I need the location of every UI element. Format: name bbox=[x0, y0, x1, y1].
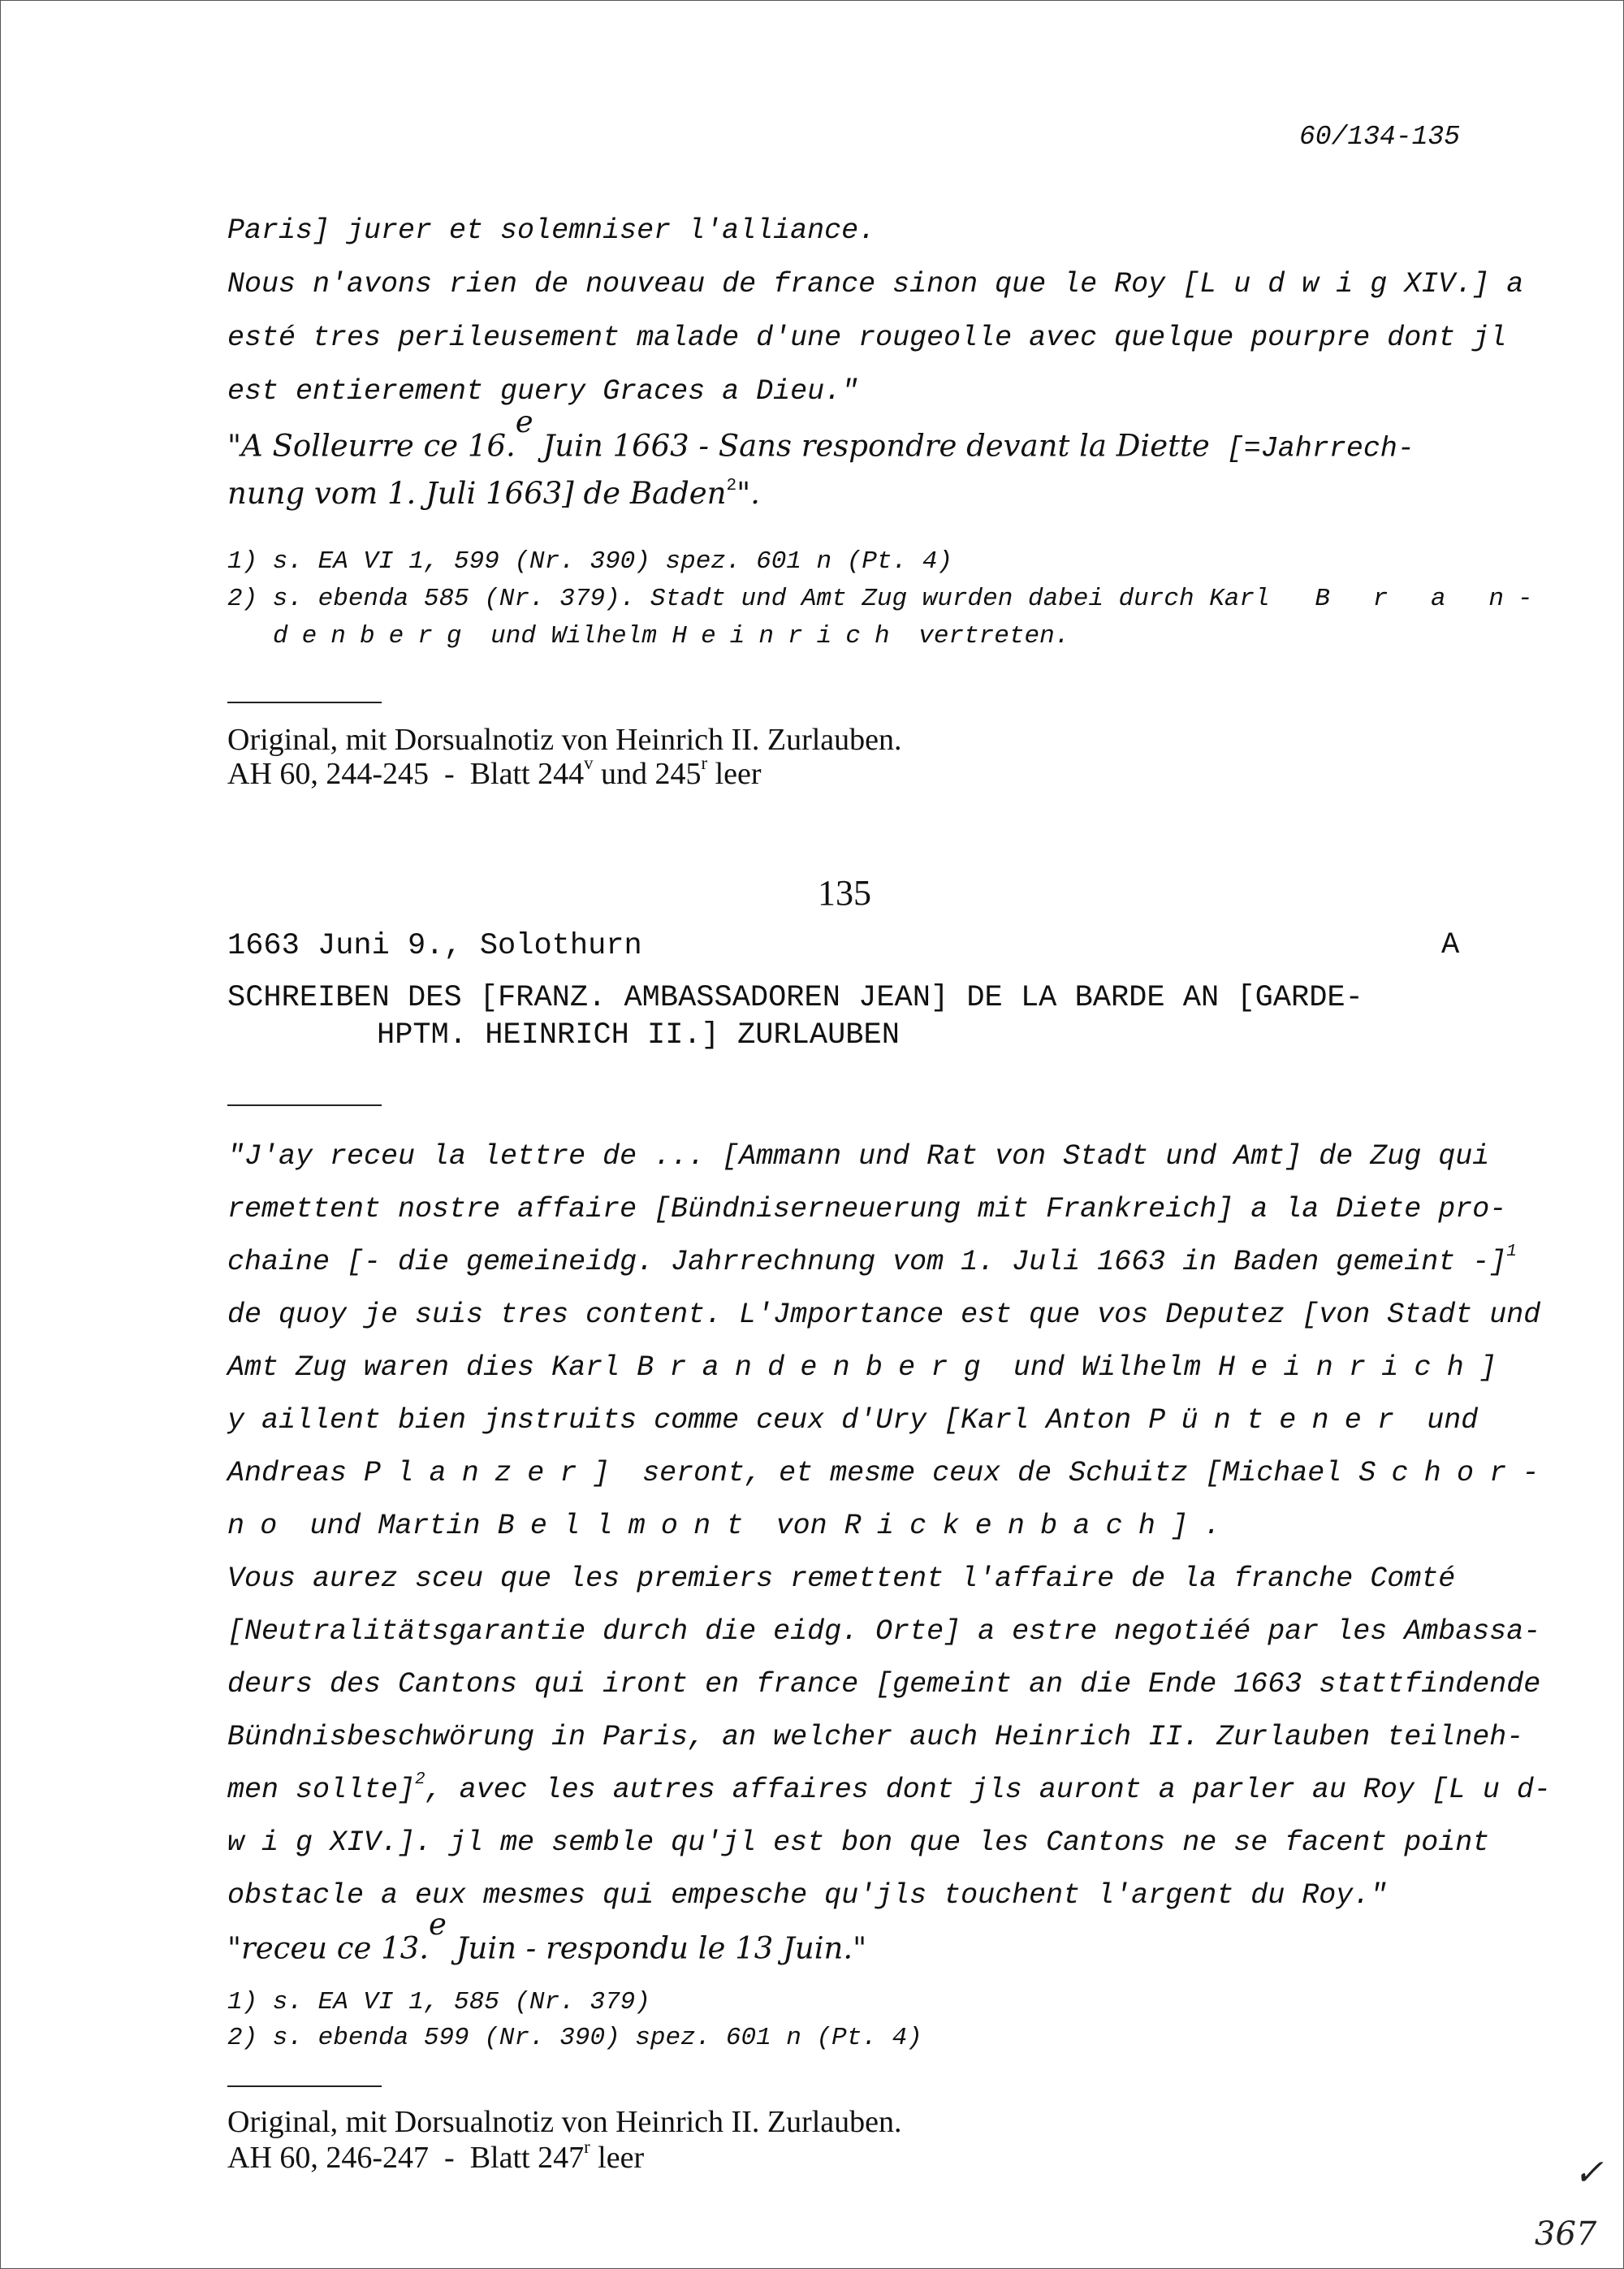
prev-footnote-2-cont: denberg und Wilhelm Heinrich vertreten. bbox=[273, 622, 1070, 650]
body-line: remettent nostre affaire [Bündniserneuerung mit Frankreich] a la Diete pro- bbox=[227, 1193, 1507, 1225]
body-line: chaine [- die gemeineidg. Jahrrechnung vom 1. Juli 1663 in Baden gemeint -]$^1$ bbox=[227, 1243, 1517, 1278]
body-line: no und Martin Bellmont von Rickenbach]. bbox=[227, 1510, 1237, 1542]
separator-rule bbox=[227, 702, 382, 703]
letter-code: A bbox=[1441, 928, 1460, 962]
body-line: y aillent bien jnstruits comme ceux d'Ury [Karl Anton Püntener und bbox=[227, 1404, 1479, 1437]
doc-title-line-2: HPTM. HEINRICH II.] ZURLAUBEN bbox=[377, 1018, 900, 1052]
original-note: Original, mit Dorsualnotiz von Heinrich II. Zurlauben. bbox=[227, 2105, 902, 2139]
body-line: [Neutralitätsgarantie durch die eidg. Orte] a estre negotiéé par les Ambassa- bbox=[227, 1615, 1541, 1648]
page-reference: 60/134-135 bbox=[1299, 122, 1461, 152]
separator-rule bbox=[227, 2085, 382, 2087]
body-line: obstacle a eux mesmes qui empesche qu'jls touchent l'argent du Roy." bbox=[227, 1879, 1388, 1912]
prev-original-note: Original, mit Dorsualnotiz von Heinrich II. Zurlauben. bbox=[227, 723, 902, 757]
body-line: Bündnisbeschwörung in Paris, an welcher auch Heinrich II. Zurlauben teilneh- bbox=[227, 1721, 1524, 1753]
separator-rule bbox=[227, 1104, 382, 1106]
prev-signature-line-2: nung vom 1. Juli 1663] de Baden$^2$". bbox=[227, 476, 760, 511]
signature-line: "receu ce 13.$^e$ Juin - respondu le 13 Juin." bbox=[227, 1907, 867, 1966]
prev-footnote-1: 1) s. EA VI 1, 599 (Nr. 390) spez. 601 n (Pt. 4) bbox=[227, 547, 952, 576]
prev-archive-ref: AH 60, 244-245 - Blatt 244$^v$ und 245$^r$ leer bbox=[227, 752, 762, 791]
footnote-1: 1) s. EA VI 1, 585 (Nr. 379) bbox=[227, 1988, 650, 2016]
body-line: men sollte]$^2$, avec les autres affaires dont jls auront a parler au Roy [L u d- bbox=[227, 1770, 1551, 1806]
body-line: w i g XIV.]. jl me semble qu'jl est bon que les Cantons ne se facent point bbox=[227, 1826, 1490, 1859]
body-line: "J'ay receu la lettre de ... [Ammann und Rat von Stadt und Amt] de Zug qui bbox=[227, 1140, 1490, 1173]
footnote-2: 2) s. ebenda 599 (Nr. 390) spez. 601 n (Pt. 4) bbox=[227, 2024, 922, 2052]
prev-text-line: esté tres perileusement malade d'une rougeolle avec quelque pourpre dont jl bbox=[227, 322, 1507, 354]
prev-footnote-2: 2) s. ebenda 585 (Nr. 379). Stadt und Amt Zug wurden dabei durch Karl B r a n- bbox=[227, 585, 1547, 613]
body-line: deurs des Cantons qui iront en france [gemeint an die Ende 1663 stattfindende bbox=[227, 1668, 1541, 1701]
doc-title-line-1: SCHREIBEN DES [FRANZ. AMBASSADOREN JEAN] DE LA BARDE AN [GARDE- bbox=[227, 981, 1363, 1015]
date-place: 1663 Juni 9., Solothurn bbox=[227, 929, 642, 963]
prev-text-line: Nous n'avons rien de nouveau de france sinon que le Roy [L u d w i g XIV.] a bbox=[227, 268, 1524, 300]
prev-text-line: Paris] jurer et solemniser l'alliance. bbox=[227, 214, 876, 247]
check-mark-icon: ✓ bbox=[1574, 2152, 1604, 2193]
document-number: 135 bbox=[818, 873, 871, 913]
prev-text-line: est entierement guery Graces a Dieu." bbox=[227, 375, 859, 408]
body-line: Andreas Planzer] seront, et mesme ceux de Schuitz [Michael Schor- bbox=[227, 1457, 1555, 1489]
folio-number: 367 bbox=[1535, 2215, 1597, 2253]
prev-signature-line-1: "A Solleurre ce 16.$^e$ Juin 1663 - Sans respondre devant la Diette [=Jahrrech- bbox=[227, 404, 1415, 465]
body-line: Vous aurez sceu que les premiers remettent l'affaire de la franche Comté bbox=[227, 1562, 1456, 1595]
body-line: de quoy je suis tres content. L'Jmportance est que vos Deputez [von Stadt und bbox=[227, 1299, 1541, 1331]
body-line: Amt Zug waren dies Karl Brandenberg und Wilhelm Heinrich] bbox=[227, 1351, 1513, 1384]
archive-ref: AH 60, 246-247 - Blatt 247$^r$ leer bbox=[227, 2136, 645, 2175]
